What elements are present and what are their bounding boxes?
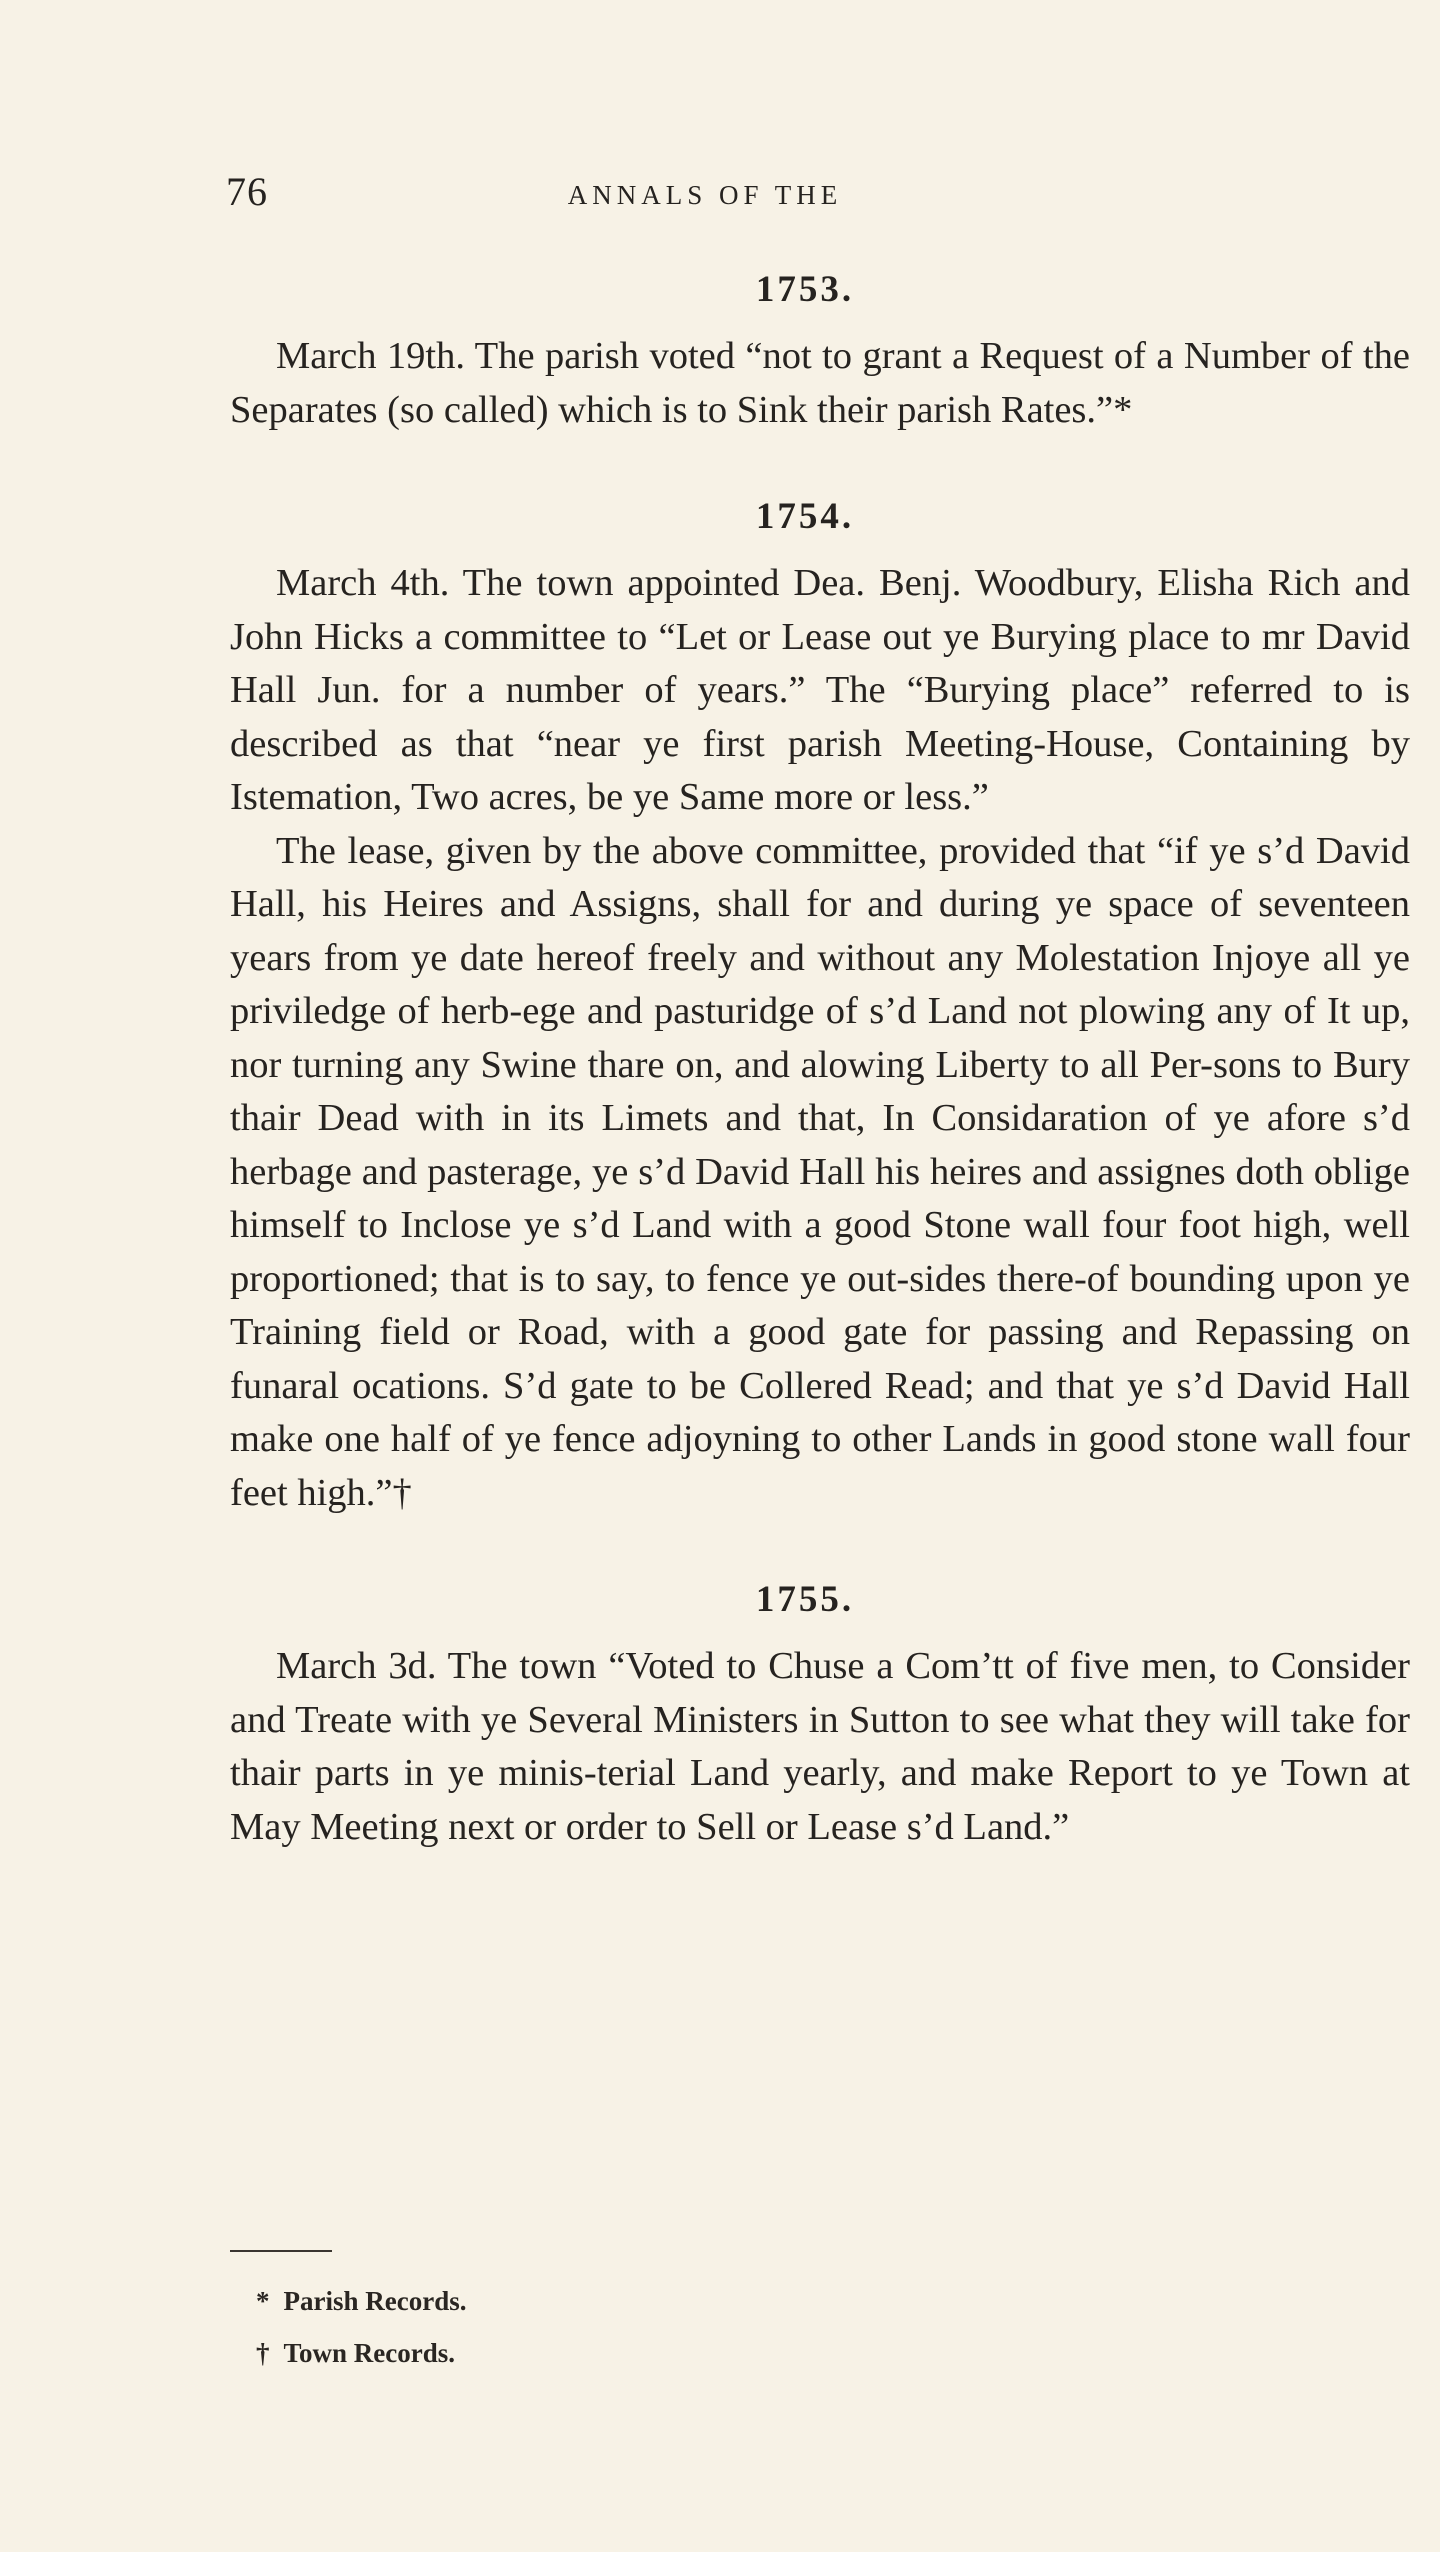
year-heading-1755: 1755. [755, 1579, 855, 1620]
footnote-mark: * [256, 2286, 270, 2316]
footnote-text: Parish Records. [283, 2286, 467, 2316]
body-text [230, 250, 1410, 1854]
year-heading-1754: 1754. [755, 496, 855, 537]
footnote-divider [230, 2250, 332, 2252]
paragraph-1754-march: March 4th. The town appointed Dea. Benj. Woodbury, Elisha Rich and John Hicks a committee to “Let or Lease out ye Burying place to mr David Hall Jun. for a number of years.” The “Burying place” referred to is described as that “near ye first parish Meeting-House, Containing by Istemation, Two acres, be ye Same more or less.” [230, 562, 1410, 818]
footnote-mark: † [256, 2338, 270, 2368]
footnote-parish-records [256, 2275, 466, 2327]
page-header [0, 168, 1440, 218]
running-title: ANNALS OF THE [567, 180, 843, 210]
footnote-town-records [256, 2327, 466, 2379]
footnote-text: Town Records. [283, 2338, 456, 2368]
page-number: 76 [226, 169, 268, 214]
paragraph-1753-march: March 19th. The parish voted “not to grant a Request of a Number of the Separates (so called) which is to Sink their parish Rates.”* [230, 335, 1410, 431]
paragraph-1755-march: March 3d. The town “Voted to Chuse a Com’tt of five men, to Consider and Treate with ye Several Ministers in Sutton to see what they will take for thair parts in ye minis-terial Land yearly, and make Report to ye Town at May Meeting next or order to Sell or Lease s’d Land.” [230, 1645, 1410, 1848]
year-heading-1753: 1753. [755, 269, 855, 310]
footnotes [256, 2275, 466, 2379]
paragraph-1754-lease: The lease, given by the above committee, provided that “if ye s’d David Hall, his Heires and Assigns, shall for and during ye space of seventeen years from ye date hereof freely and without any Molestation Injoye all ye priviledge of herb-ege and pasturidge of s’d Land not plowing any of It up, nor turning any Swine thare on, and alowing Liberty to all Per-sons to Bury thair Dead with in its Limets and that, In Considaration of ye afore s’d herbage and pasterage, ye s’d David Hall his heires and assignes doth oblige himself to Inclose ye s’d Land with a good Stone wall four foot high, well proportioned; that is to say, to fence ye out-sides there-of bounding upon ye Training field or Road, with a good gate for passing and Repassing on funaral ocations. S’d gate to be Collered Read; and that ye s’d David Hall make one half of ye fence adjoyning to other Lands in good stone wall four feet high.”† [230, 829, 1410, 1514]
